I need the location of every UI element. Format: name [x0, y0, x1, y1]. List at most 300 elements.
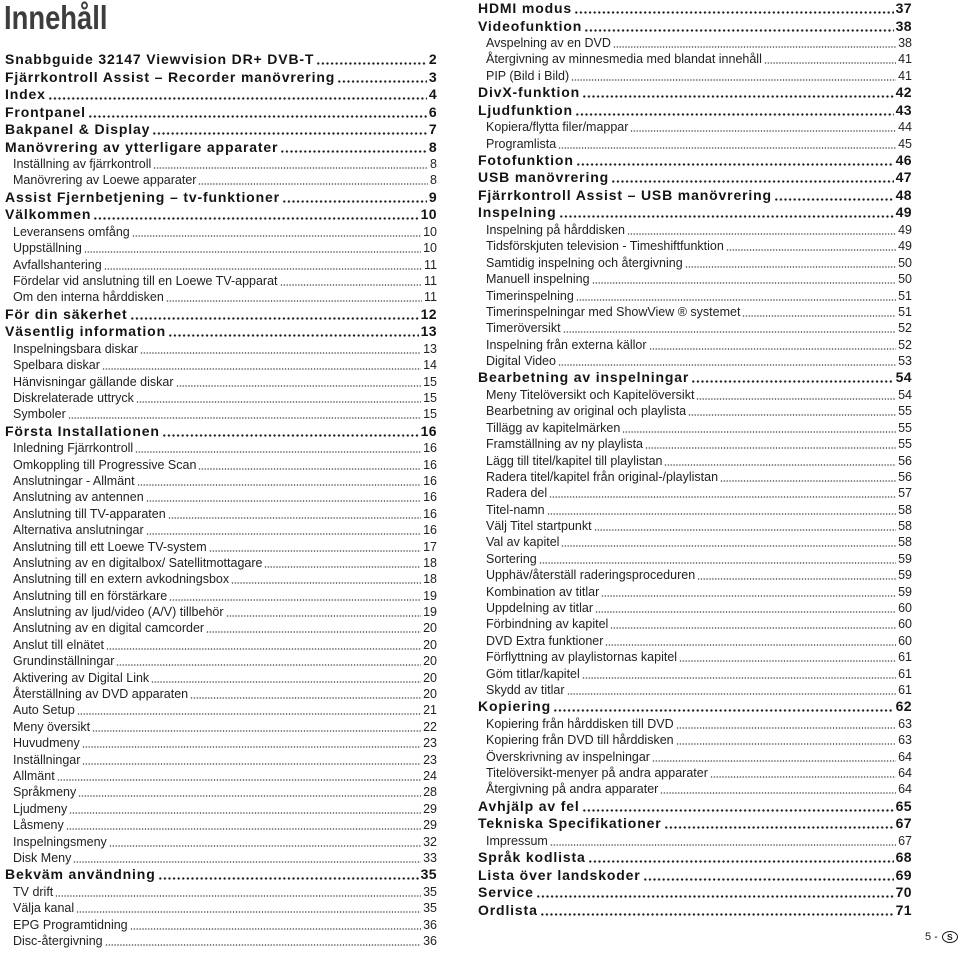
- toc-label: Hänvisningar gällande diskar: [13, 374, 174, 389]
- toc-page-number: 43: [895, 101, 912, 118]
- toc-page-number: 56: [898, 453, 912, 468]
- dot-leader: [688, 414, 896, 416]
- toc-subentry: [5, 801, 437, 817]
- dot-leader: [584, 29, 894, 32]
- dot-leader: [571, 79, 896, 81]
- toc-subentry: [5, 539, 437, 555]
- toc-label: Kopiering: [478, 698, 551, 715]
- toc-label: Fjärrkontroll Assist – USB manövrering: [478, 186, 772, 203]
- dot-leader: [88, 115, 427, 118]
- page-title: Innehåll: [4, 0, 108, 36]
- toc-subentry: [478, 600, 912, 616]
- toc-label: Inspelningsbara diskar: [13, 341, 139, 356]
- toc-column-left: [5, 51, 437, 949]
- dot-leader: [105, 944, 421, 946]
- toc-label: Symboler: [13, 407, 66, 422]
- dot-leader: [136, 401, 421, 403]
- dot-leader: [676, 727, 897, 729]
- toc-heading: [478, 152, 912, 170]
- toc-label: Sortering: [486, 551, 537, 566]
- toc-page-number: 61: [898, 666, 912, 681]
- toc-label: Uppdelning av titlar: [486, 601, 594, 616]
- toc-page-number: 46: [895, 151, 912, 168]
- dot-leader: [559, 215, 894, 218]
- toc-label: Auto Setup: [13, 703, 75, 718]
- dot-leader: [630, 130, 896, 132]
- toc-label: Inspelning: [478, 204, 557, 221]
- toc-label: Framställning av ny playlista: [486, 437, 644, 452]
- toc-subentry: [5, 817, 437, 833]
- toc-subentry: [5, 357, 437, 373]
- toc-page-number: 42: [895, 84, 912, 101]
- toc-subentry: [478, 534, 912, 550]
- dot-leader: [146, 533, 421, 535]
- toc-label: Frontpanel: [5, 103, 86, 120]
- toc-label: Inställningar: [13, 752, 81, 767]
- toc-page-number: 63: [898, 733, 912, 748]
- toc-page-number: 10: [420, 206, 437, 223]
- toc-label: Första Installationen: [5, 422, 160, 439]
- toc-page-number: 33: [423, 850, 437, 865]
- toc-page-number: 20: [423, 687, 437, 702]
- toc-subentry: [478, 716, 912, 732]
- toc-subentry: [478, 567, 912, 583]
- toc-subentry: [5, 341, 437, 357]
- toc-subentry: [5, 555, 437, 571]
- toc-label: Kopiering från hårddisken till DVD: [486, 716, 674, 731]
- toc-label: Grundinställningar: [13, 654, 115, 669]
- toc-page-number: 9: [428, 188, 437, 205]
- toc-label: Anslut till elnätet: [13, 637, 105, 652]
- toc-heading: [478, 187, 912, 205]
- toc-label: Allmänt: [13, 768, 55, 783]
- toc-page-number: 49: [898, 222, 912, 237]
- toc-subentry: [5, 506, 437, 522]
- toc-subentry: [5, 156, 437, 172]
- toc-label: Titel-namn: [486, 502, 545, 517]
- toc-subentry: [5, 588, 437, 604]
- toc-label: Ljudmeny: [13, 801, 68, 816]
- toc-subentry: [5, 768, 437, 784]
- toc-heading: [5, 423, 437, 441]
- dot-leader: [592, 282, 897, 284]
- dot-leader: [574, 11, 894, 14]
- toc-label: Ordlista: [478, 901, 538, 918]
- toc-subentry: [5, 240, 437, 256]
- toc-label: Återställning av DVD apparaten: [13, 687, 189, 702]
- toc-subentry: [478, 320, 912, 336]
- dot-leader: [102, 368, 421, 370]
- toc-subentry: [5, 172, 437, 188]
- toc-label: Assist Fjernbetjening – tv-funktioner: [5, 188, 280, 205]
- dot-leader: [652, 760, 896, 762]
- toc-label: Anslutning till en förstärkare: [13, 588, 168, 603]
- toc-page-number: 59: [898, 568, 912, 583]
- toc-subentry: [478, 238, 912, 254]
- dot-leader: [162, 434, 419, 437]
- dot-leader: [691, 380, 893, 383]
- toc-page-number: 11: [424, 273, 437, 288]
- toc-page-number: 51: [898, 304, 912, 319]
- toc-page-number: 54: [898, 387, 912, 402]
- toc-page-number: 28: [423, 785, 437, 800]
- toc-page-number: 12: [420, 305, 437, 322]
- toc-page-number: 49: [895, 204, 912, 221]
- toc-page-number: 17: [423, 539, 437, 554]
- toc-subentry: [478, 136, 912, 152]
- toc-page-number: 55: [898, 437, 912, 452]
- toc-label: Diskrelaterade uttryck: [13, 390, 134, 405]
- dot-leader: [137, 484, 422, 486]
- toc-heading: [5, 139, 437, 157]
- toc-subentry: [478, 420, 912, 436]
- toc-subentry: [5, 224, 437, 240]
- toc-subentry: [5, 637, 437, 653]
- dot-leader: [582, 677, 896, 679]
- dot-leader: [135, 451, 421, 453]
- toc-label: Val av kapitel: [486, 535, 560, 550]
- toc-page-number: 16: [423, 523, 437, 538]
- toc-subentry: [478, 633, 912, 649]
- toc-label: Timerinspelning: [486, 288, 574, 303]
- toc-subentry: [5, 440, 437, 456]
- dot-leader: [57, 779, 421, 781]
- toc-subentry: [478, 666, 912, 682]
- toc-heading: [5, 86, 437, 104]
- toc-page-number: 2: [428, 51, 437, 67]
- dot-leader: [536, 895, 894, 898]
- toc-page-number: 36: [423, 917, 437, 932]
- toc-label: Leveransens omfång: [13, 224, 130, 239]
- toc-page-number: 70: [895, 884, 912, 901]
- toc-page-number: 4: [428, 86, 437, 102]
- toc-label: För din säkerhet: [5, 305, 128, 322]
- toc-subentry: [478, 502, 912, 518]
- dot-leader: [610, 627, 896, 629]
- toc-subentry: [478, 649, 912, 665]
- toc-heading: [5, 306, 437, 324]
- toc-label: Anslutning av en digitalbox/ Satellitmottagare: [13, 555, 263, 570]
- toc-label: Fördelar vid anslutning till en Loewe TV-apparat: [13, 273, 278, 288]
- toc-subentry: [478, 616, 912, 632]
- toc-subentry: [478, 403, 912, 419]
- toc-subentry: [478, 765, 912, 781]
- toc-subentry: [478, 255, 912, 271]
- toc-label: Inspelning på hårddisken: [486, 222, 625, 237]
- dot-leader: [82, 746, 421, 748]
- page-footer: [925, 930, 958, 944]
- toc-label: Avspelning av en DVD: [486, 35, 611, 50]
- toc-heading: [478, 798, 912, 816]
- toc-subentry: [478, 353, 912, 369]
- toc-label: Service: [478, 884, 534, 901]
- dot-leader: [558, 364, 896, 366]
- toc-heading: [5, 323, 437, 341]
- toc-label: Index: [5, 86, 46, 102]
- toc-label: EPG Programtidning: [13, 917, 128, 932]
- toc-label: Inspelningsmeny: [13, 834, 107, 849]
- toc-label: Inspelning från externa källor: [486, 337, 647, 352]
- dot-leader: [104, 268, 422, 270]
- page-number: 5 -: [925, 931, 938, 943]
- toc-page-number: 11: [424, 290, 437, 305]
- toc-page-number: 10: [423, 241, 437, 256]
- dot-leader: [553, 709, 894, 712]
- toc-label: Radera del: [486, 486, 548, 501]
- toc-subentry: [5, 571, 437, 587]
- dot-leader: [73, 861, 421, 863]
- dot-leader: [676, 743, 897, 745]
- toc-page-number: 50: [898, 255, 912, 270]
- toc-page-number: 21: [423, 703, 437, 718]
- toc-page-number: 64: [898, 782, 912, 797]
- toc-label: Fotofunktion: [478, 151, 574, 168]
- toc-page-number: 32: [423, 834, 437, 849]
- toc-label: Inledning Fjärrkontroll: [13, 441, 134, 456]
- toc-page-number: 57: [898, 486, 912, 501]
- toc-heading: [478, 815, 912, 833]
- toc-page-number: 7: [428, 121, 437, 137]
- toc-subentry: [478, 222, 912, 238]
- toc-page-number: 23: [423, 752, 437, 767]
- toc-page-number: 52: [898, 321, 912, 336]
- toc-subentry: [5, 390, 437, 406]
- toc-label: Tidsförskjuten television - Timeshiftfunktion: [486, 239, 724, 254]
- toc-page-number: 38: [895, 17, 912, 34]
- toc-heading: [478, 902, 912, 920]
- toc-page-number: 69: [895, 866, 912, 883]
- toc-subentry: [478, 551, 912, 567]
- toc-subentry: [5, 257, 437, 273]
- dot-leader: [539, 562, 896, 564]
- dot-leader: [627, 233, 896, 235]
- dot-leader: [206, 631, 421, 633]
- toc-page-number: 15: [423, 407, 437, 422]
- toc-label: TV drift: [13, 884, 54, 899]
- toc-label: Meny Titelöversikt och Kapitelöversikt: [486, 387, 695, 402]
- dot-leader: [697, 578, 896, 580]
- toc-label: Aktivering av Digital Link: [13, 670, 150, 685]
- dot-leader: [68, 417, 421, 419]
- toc-subentry: [5, 273, 437, 289]
- dot-leader: [168, 334, 419, 337]
- dot-leader: [231, 582, 421, 584]
- toc-subentry: [5, 933, 437, 949]
- toc-subentry: [5, 834, 437, 850]
- toc-page-number: 23: [423, 736, 437, 751]
- dot-leader: [660, 792, 896, 794]
- dot-leader: [664, 826, 894, 829]
- toc-subentry: [5, 884, 437, 900]
- dot-leader: [48, 97, 427, 100]
- dot-leader: [92, 730, 421, 732]
- dot-leader: [66, 828, 421, 830]
- toc-page-number: 16: [423, 441, 437, 456]
- toc-subentry: [478, 337, 912, 353]
- toc-page-number: 60: [898, 601, 912, 616]
- toc-label: Samtidig inspelning och återgivning: [486, 255, 683, 270]
- toc-label: Meny översikt: [13, 719, 91, 734]
- dot-leader: [153, 167, 428, 169]
- toc-label: Anslutningar - Allmänt: [13, 473, 135, 488]
- toc-page-number: 52: [898, 337, 912, 352]
- toc-label: Kopiering från DVD till hårddisken: [486, 733, 674, 748]
- toc-label: Välja kanal: [13, 901, 75, 916]
- toc-page-number: 67: [898, 833, 912, 848]
- dot-leader: [169, 599, 421, 601]
- toc-label: Göm titlar/kapitel: [486, 666, 580, 681]
- toc-page-number: 55: [898, 420, 912, 435]
- toc-page-number: 41: [898, 68, 912, 83]
- toc-subentry: [478, 485, 912, 501]
- dot-leader: [198, 183, 428, 185]
- toc-label: Anslutning till TV-apparaten: [13, 506, 166, 521]
- dot-leader: [605, 644, 896, 646]
- toc-page-number: 47: [895, 169, 912, 186]
- dot-leader: [726, 249, 896, 251]
- toc-subentry: [5, 917, 437, 933]
- toc-label: DVD Extra funktioner: [486, 633, 604, 648]
- dot-leader: [550, 844, 896, 846]
- toc-subentry: [5, 735, 437, 751]
- dot-leader: [337, 80, 427, 83]
- toc-label: Fjärrkontroll Assist – Recorder manövrering: [5, 68, 336, 85]
- toc-heading: [5, 51, 437, 69]
- toc-page-number: 20: [423, 654, 437, 669]
- toc-page-number: 6: [428, 103, 437, 120]
- dot-leader: [594, 529, 896, 531]
- dot-leader: [576, 163, 894, 166]
- toc-label: Välj Titel startpunkt: [486, 519, 592, 534]
- dot-leader: [209, 550, 421, 552]
- toc-label: Bekväm användning: [5, 866, 156, 883]
- toc-label: Upphäv/återställ raderingsproceduren: [486, 568, 696, 583]
- toc-label: Manuell inspelning: [486, 272, 590, 287]
- toc-subentry: [478, 436, 912, 452]
- toc-subentry: [5, 620, 437, 636]
- toc-subentry: [478, 119, 912, 135]
- toc-page-number: 10: [423, 224, 437, 239]
- toc-subentry: [478, 749, 912, 765]
- dot-leader: [561, 545, 896, 547]
- toc-subentry: [5, 686, 437, 702]
- toc-label: Väsentlig information: [5, 323, 166, 340]
- dot-leader: [158, 877, 419, 880]
- toc-heading: [478, 849, 912, 867]
- dot-leader: [198, 468, 421, 470]
- toc-subentry: [478, 304, 912, 320]
- toc-label: Lägg till titel/kapitel till playlistan: [486, 453, 663, 468]
- toc-label: HDMI modus: [478, 0, 573, 16]
- toc-page-number: 16: [423, 473, 437, 488]
- toc-label: Bearbetning av inspelningar: [478, 369, 690, 386]
- toc-subentry: [5, 752, 437, 768]
- toc-subentry: [478, 453, 912, 469]
- toc-page-number: 58: [898, 535, 912, 550]
- toc-heading: [5, 206, 437, 224]
- toc-page-number: 61: [898, 650, 912, 665]
- toc-label: Manövrering av Loewe apparater: [13, 173, 197, 188]
- dot-leader: [576, 299, 896, 301]
- toc-label: Anslutning till ett Loewe TV-system: [13, 539, 207, 554]
- toc-subentry: [478, 387, 912, 403]
- toc-page-number: 45: [898, 136, 912, 151]
- toc-label: Alternativa anslutningar: [13, 523, 144, 538]
- toc-page-number: 56: [898, 469, 912, 484]
- toc-page-number: 13: [420, 323, 437, 340]
- toc-label: Anslutning till en extern avkodningsbox: [13, 572, 230, 587]
- toc-heading: [478, 369, 912, 387]
- toc-page-number: 16: [423, 457, 437, 472]
- toc-page-number: 51: [898, 288, 912, 303]
- toc-page-number: 11: [424, 257, 437, 272]
- dot-leader: [664, 464, 896, 466]
- dot-leader: [151, 681, 421, 683]
- toc-label: Omkoppling till Progressive Scan: [13, 457, 197, 472]
- dot-leader: [611, 180, 894, 183]
- toc-label: Digital Video: [486, 354, 556, 369]
- toc-page-number: 35: [423, 901, 437, 916]
- toc-label: Låsmeny: [13, 818, 64, 833]
- toc-subentry: [478, 35, 912, 51]
- toc-label: Disc-återgivning: [13, 934, 103, 948]
- toc-label: Språkmeny: [13, 785, 77, 800]
- dot-leader: [567, 693, 897, 695]
- toc-page-number: 49: [898, 239, 912, 254]
- toc-subentry: [478, 518, 912, 534]
- toc-page-number: 37: [895, 0, 912, 16]
- toc-label: Anslutning av antennen: [13, 490, 144, 505]
- dot-leader: [69, 812, 421, 814]
- toc-label: Impressum: [486, 833, 548, 848]
- dot-leader: [168, 517, 421, 519]
- toc-page-number: 20: [423, 670, 437, 685]
- toc-label: Ljudfunktion: [478, 101, 573, 118]
- toc-heading: [478, 204, 912, 222]
- dot-leader: [130, 928, 421, 930]
- toc-heading: [478, 884, 912, 902]
- toc-page-number: 53: [898, 354, 912, 369]
- toc-label: Inställning av fjärrkontroll: [13, 156, 152, 171]
- toc-page-number: 44: [898, 120, 912, 135]
- dot-leader: [588, 860, 894, 863]
- toc-label: Bakpanel & Display: [5, 121, 151, 137]
- toc-label: DivX-funktion: [478, 84, 581, 101]
- toc-label: Förbindning av kapitel: [486, 617, 609, 632]
- toc-subentry: [478, 781, 912, 797]
- toc-subentry: [5, 670, 437, 686]
- toc-subentry: [478, 833, 912, 849]
- dot-leader: [316, 62, 426, 65]
- dot-leader: [280, 284, 423, 286]
- toc-label: Avhjälp av fel: [478, 797, 580, 814]
- toc-page-number: 22: [423, 719, 437, 734]
- dot-leader: [109, 845, 421, 847]
- toc-label: Videofunktion: [478, 17, 583, 34]
- dot-leader: [679, 660, 896, 662]
- toc-label: Snabbguide 32147 Viewvision DR+ DVB-T: [5, 51, 315, 67]
- toc-page-number: 55: [898, 404, 912, 419]
- toc-subentry: [5, 719, 437, 735]
- toc-page-number: 62: [895, 698, 912, 715]
- dot-leader: [685, 266, 896, 268]
- toc-page-number: 35: [420, 866, 437, 883]
- toc-page-number: 41: [898, 52, 912, 67]
- toc-page-number: 19: [423, 588, 437, 603]
- toc-subentry: [5, 489, 437, 505]
- dot-leader: [696, 398, 896, 400]
- toc-page-number: 18: [423, 572, 437, 587]
